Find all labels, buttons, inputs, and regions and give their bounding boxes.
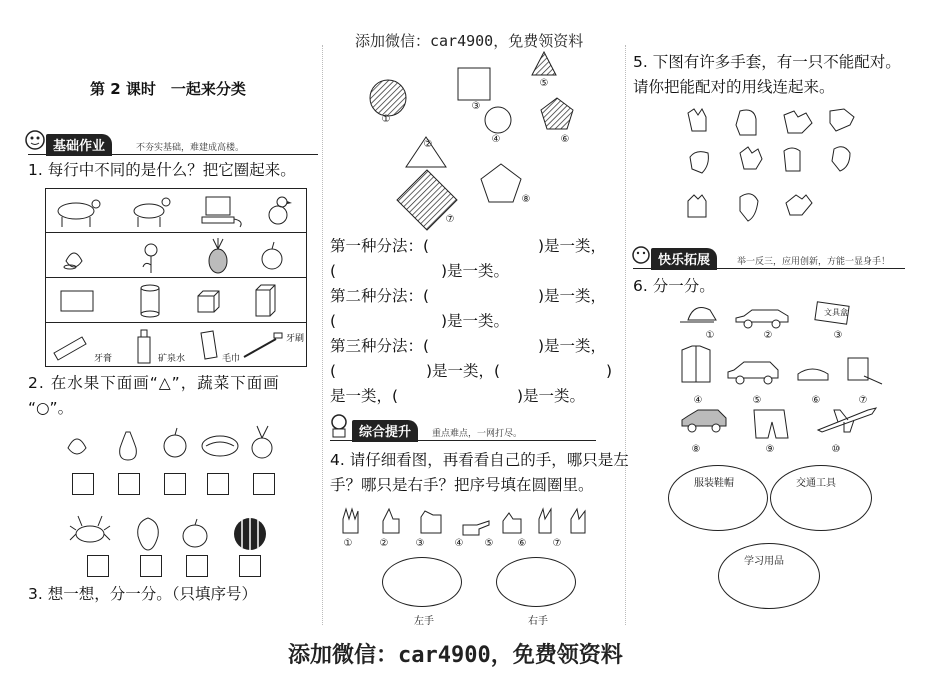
hand-icon [421,511,441,533]
shoes-icon [798,369,828,380]
q2-text-line2: “○”。 [28,399,74,417]
hand-label-1: ① [343,538,353,549]
method-3-line2-end: ) [606,362,613,380]
crab-icon [70,516,110,542]
lesson-title: 第 2 课时 一起来分类 [90,80,246,98]
transport-category-label: 交通工具 [796,478,836,489]
radish-icon [252,426,272,458]
cuboid-icon [256,285,275,316]
apple-icon [164,428,186,457]
toothpaste-label: 牙膏 [94,354,113,364]
stationery-category-label: 学习用品 [744,556,784,567]
hand-icon [343,509,358,533]
pear-icon [120,432,137,460]
pepper-icon [138,518,159,550]
method-3-line2-mid: )是一类，( [426,362,501,380]
car-icon [682,410,726,432]
glove-icon [784,111,812,133]
q1-row-3-pictures [46,278,308,324]
toothbrush-label: 牙刷 [286,334,305,344]
hatched-circle-shape [370,80,406,116]
shape-label-2: ② [423,139,433,150]
method-2-line2-end: )是一类。 [441,312,510,330]
section-basic-header [28,134,318,155]
item-label-9: ⑨ [765,444,775,455]
mascot-icon [328,412,350,438]
q2-text-line1: 2. 在水果下面画“△”，蔬菜下面画 [28,374,280,392]
watermelon-icon [234,518,266,550]
water-bottle-icon [138,330,150,363]
section-comp-header [330,420,596,441]
mascot-icon [629,244,653,266]
method-3-line2-start: ( [330,362,337,380]
shorts-icon [754,410,788,438]
towel-label: 毛巾 [222,354,241,364]
cap-icon [680,308,716,322]
column-divider [625,45,626,625]
method-1-end: )是一类， [538,237,607,255]
coat-icon [682,346,710,382]
q1-row-4[interactable] [45,322,307,367]
answer-box[interactable] [239,555,261,577]
answer-box[interactable] [140,555,162,577]
toothpaste-icon [54,337,86,360]
item-label-4: ④ [693,395,703,406]
q1-row-2-pictures [46,233,308,279]
goat-icon [134,198,170,227]
answer-box[interactable] [87,555,109,577]
hand-label-3: ③ [415,538,425,549]
circle-shape [485,107,511,133]
method-3-start: 第三种分法：( [330,337,430,355]
car-icon [736,310,788,328]
flower-icon [143,244,157,273]
cow-icon [58,200,100,227]
peach-icon [68,439,86,454]
left-hand-label: 左手 [414,616,434,627]
pencil-sharpener-icon [848,358,882,384]
hand-label-4: ④ [454,538,464,549]
hand-label-7: ⑦ [552,538,562,549]
left-hand-answer-oval[interactable] [382,557,462,607]
mitten-icon [784,148,800,171]
item-label-1: ① [705,330,715,341]
method-2-start: 第二种分法：( [330,287,430,305]
right-hand-label: 右手 [528,616,548,627]
item-label-5: ⑤ [752,395,762,406]
towel-icon [201,331,217,359]
method-2-line2-start: ( [330,312,337,330]
q1-text: 1. 每行中不同的是什么？把它圈起来。 [28,161,296,179]
glove-icon [786,195,812,215]
hand-label-6: ⑥ [517,538,527,549]
airplane-icon [818,408,876,432]
answer-box[interactable] [164,473,186,495]
square-shape [458,68,490,100]
column-divider [322,45,323,625]
item-label-7: ⑦ [858,395,868,406]
shape-label-4: ④ [491,134,501,145]
section-basic-title: 基础作业 [46,134,112,156]
pentagon-shape [481,164,521,202]
q5-gloves[interactable] [680,105,880,235]
method-3-end: )是一类， [538,337,607,355]
water-bottle-label: 矿泉水 [158,354,186,364]
q4-hands [335,503,615,537]
glove-icon [688,109,706,131]
answer-box[interactable] [186,555,208,577]
cube-icon [198,291,219,312]
q3-text: 3. 想一想，分一分。（只填序号） [28,585,257,603]
q1-row-3[interactable] [45,277,307,323]
section-ext-header [633,248,905,269]
pineapple-icon [209,238,227,273]
hand-icon [539,509,551,533]
section-ext-note: 举一反三，应用创新，方能一显身手！ [737,257,891,267]
hand-icon [571,509,585,533]
section-comp-note: 重点难点，一网打尽。 [432,429,523,439]
chick-icon [269,197,292,224]
hand-label-5: ⑤ [484,538,494,549]
method-1-line2-start: ( [330,262,337,280]
watermark-top: 添加微信：car4900，免费领资料 [355,32,584,50]
q5-text-line2: 请你把能配对的用线连起来。 [633,78,835,96]
method-3-line3-start: 是一类，( [330,387,399,405]
section-basic-note: 不夯实基础，难建成高楼。 [136,143,245,153]
glove-icon [740,147,762,169]
answer-box[interactable] [207,473,229,495]
section-comp-title: 综合提升 [352,420,418,442]
answer-box[interactable] [118,473,140,495]
method-1-start: 第一种分法：( [330,237,430,255]
q2-row1-pictures [60,420,290,464]
apple-icon [262,242,282,269]
shape-label-1: ① [381,114,391,125]
q6-items [668,298,898,443]
q6-text: 6. 分一分。 [633,277,715,295]
shape-label-8: ⑧ [521,194,531,205]
pencil-box-label: 文具盒 [824,308,848,317]
peach-icon [64,253,82,269]
right-hand-answer-oval[interactable] [496,557,576,607]
cylinder-icon [141,285,159,317]
hand-icon [503,513,521,533]
hand-label-2: ② [379,538,389,549]
clothing-category-label: 服装鞋帽 [694,478,734,489]
glove-icon [688,195,706,217]
hand-icon [463,521,489,535]
q1-row-2[interactable] [45,232,307,278]
item-label-10: ⑩ [831,444,841,455]
watermark-bottom: 添加微信：car4900，免费领资料 [288,643,623,668]
glove-icon [830,109,854,131]
section-ext-title: 快乐拓展 [651,248,717,270]
item-label-6: ⑥ [811,395,821,406]
cabbage-icon [202,436,238,456]
answer-box[interactable] [253,473,275,495]
shape-label-7: ⑦ [445,214,455,225]
method-1-line2-end: )是一类。 [441,262,510,280]
method-2-end: )是一类， [538,287,607,305]
item-label-2: ② [763,330,773,341]
q2-row2-pictures [68,508,288,553]
mitten-icon [740,194,758,221]
hand-icon [383,509,399,533]
rectangle-icon [61,291,93,311]
q1-row-1-pictures [46,189,308,234]
hatched-triangle-shape [532,52,556,75]
q4-text-line2: 手？哪只是右手？把序号填在圆圈里。 [330,476,594,494]
computer-icon [202,197,241,227]
method-3-line3-end: )是一类。 [517,387,586,405]
shape-label-3: ③ [471,101,481,112]
shape-label-5: ⑤ [539,78,549,89]
answer-box[interactable] [72,473,94,495]
mitten-icon [736,110,756,135]
car-icon [728,362,778,384]
q4-text-line1: 4. 请仔细看图，再看看自己的手，哪只是左 [330,451,629,469]
q5-text-line1: 5. 下图有许多手套，有一只不能配对。 [633,53,901,71]
hatched-pentagon-shape [541,98,573,129]
pumpkin-icon [183,519,207,547]
item-label-3: ③ [833,330,843,341]
item-label-8: ⑧ [691,444,701,455]
q1-row-1[interactable] [45,188,307,233]
mitten-icon [690,152,708,173]
mitten-icon [832,147,850,171]
shape-label-6: ⑥ [560,134,570,145]
mascot-icon [22,128,48,152]
toothbrush-icon [244,333,282,357]
